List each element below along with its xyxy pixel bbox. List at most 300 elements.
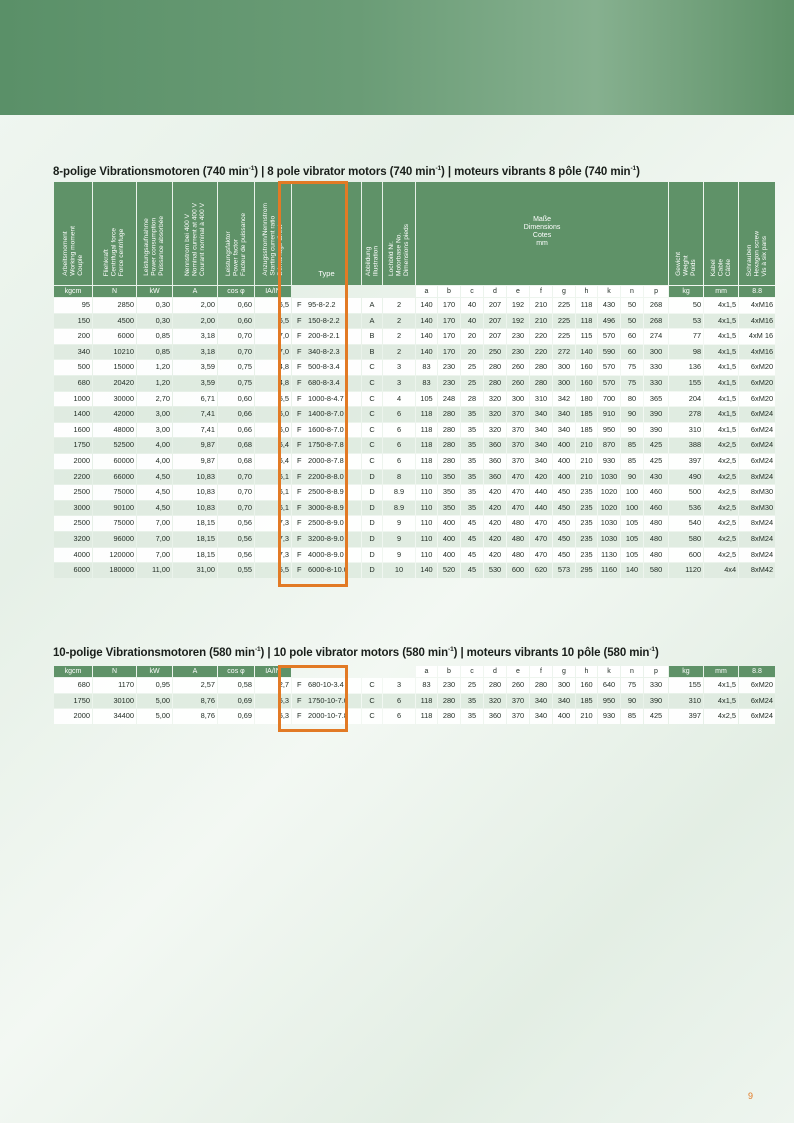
table-cell: 340 bbox=[553, 423, 575, 438]
table-cell: 490 bbox=[669, 470, 703, 485]
unit-cell: k bbox=[598, 286, 620, 297]
unit-cell: p bbox=[644, 666, 668, 677]
table-cell: 1,20 bbox=[137, 376, 172, 391]
table-cell: D bbox=[362, 548, 382, 563]
header-dimensions: Maße Dimensions Cotes mm bbox=[416, 182, 668, 285]
table-cell: 4,00 bbox=[137, 438, 172, 453]
table-cell: 210 bbox=[530, 298, 552, 313]
type-cell bbox=[292, 376, 361, 391]
table-cell: 300 bbox=[553, 376, 575, 391]
table-cell: 0,70 bbox=[218, 501, 254, 516]
table-cell: 0,30 bbox=[137, 314, 172, 329]
table-cell: 6 bbox=[383, 423, 415, 438]
table-cell: 390 bbox=[644, 407, 668, 422]
table-cell: 6 bbox=[383, 709, 415, 724]
type-prefix: F bbox=[297, 377, 302, 387]
table-cell: C bbox=[362, 376, 382, 391]
type-prefix: F bbox=[297, 518, 302, 528]
table-cell: C bbox=[362, 423, 382, 438]
table-cell: 470 bbox=[507, 470, 529, 485]
table-cell: 110 bbox=[416, 485, 437, 500]
table-cell: 0,68 bbox=[218, 438, 254, 453]
table1-body bbox=[54, 298, 775, 578]
table-cell: 118 bbox=[416, 694, 437, 709]
table-cell: 400 bbox=[553, 438, 575, 453]
table-cell: 1,20 bbox=[137, 360, 172, 375]
table-cell: 0,70 bbox=[218, 345, 254, 360]
type-prefix: F bbox=[297, 455, 302, 465]
table-cell: 235 bbox=[576, 485, 597, 500]
table-cell: 150 bbox=[54, 314, 92, 329]
table-cell: 75000 bbox=[93, 516, 136, 531]
table-row bbox=[54, 470, 775, 485]
table-cell: 7,3 bbox=[255, 532, 291, 547]
table-cell: 110 bbox=[416, 548, 437, 563]
table-cell: 220 bbox=[530, 329, 552, 344]
table-cell: 25 bbox=[461, 376, 483, 391]
table-cell: 6xM20 bbox=[739, 376, 775, 391]
unit-cell: kgcm bbox=[54, 286, 92, 297]
table-cell: 8.9 bbox=[383, 501, 415, 516]
table-cell: 6 bbox=[383, 694, 415, 709]
table-cell: 4x2,5 bbox=[704, 532, 738, 547]
table-cell: 18,15 bbox=[173, 548, 217, 563]
table-cell: 280 bbox=[484, 360, 506, 375]
table-cell: 360 bbox=[484, 454, 506, 469]
table-cell: 160 bbox=[576, 678, 597, 693]
table-cell: 185 bbox=[576, 423, 597, 438]
table-cell: 8xM24 bbox=[739, 470, 775, 485]
table-cell: C bbox=[362, 709, 382, 724]
table-cell: 425 bbox=[644, 709, 668, 724]
table-cell: 140 bbox=[621, 563, 643, 578]
table-cell: 95 bbox=[54, 298, 92, 313]
table-cell: 6,4 bbox=[255, 454, 291, 469]
type-cell bbox=[292, 678, 361, 693]
table-cell: 1020 bbox=[598, 501, 620, 516]
table-cell: 4x2,5 bbox=[704, 485, 738, 500]
units-row bbox=[54, 666, 775, 677]
type-cell bbox=[292, 501, 361, 516]
table-cell: 2500 bbox=[54, 516, 92, 531]
table-cell: 210 bbox=[576, 470, 597, 485]
header-cable: Kabel Cable Câble bbox=[704, 182, 738, 285]
table-cell: 2 bbox=[383, 298, 415, 313]
unit-cell bbox=[383, 666, 415, 677]
table-cell: 225 bbox=[553, 329, 575, 344]
type-code: 150-8-2.2 bbox=[308, 315, 340, 325]
table-cell: 235 bbox=[576, 501, 597, 516]
type-prefix: F bbox=[297, 331, 302, 341]
table-cell: 6,4 bbox=[255, 438, 291, 453]
unit-cell: cos φ bbox=[218, 286, 254, 297]
table-cell: 225 bbox=[553, 298, 575, 313]
table-cell: 83 bbox=[416, 360, 437, 375]
table-row bbox=[54, 314, 775, 329]
table-cell: 34400 bbox=[93, 709, 136, 724]
table-cell: 310 bbox=[669, 694, 703, 709]
unit-cell: IA/IN bbox=[255, 286, 291, 297]
table-cell: 3,18 bbox=[173, 345, 217, 360]
table-row bbox=[54, 548, 775, 563]
table-cell: 430 bbox=[644, 470, 668, 485]
table-cell: 5,00 bbox=[137, 694, 172, 709]
table-cell: 340 bbox=[530, 694, 552, 709]
table-cell: 4,8 bbox=[255, 360, 291, 375]
unit-cell: kW bbox=[137, 286, 172, 297]
unit-cell: kgcm bbox=[54, 666, 92, 677]
unit-cell: cos φ bbox=[218, 666, 254, 677]
table-cell: 100 bbox=[621, 485, 643, 500]
type-prefix: F bbox=[297, 409, 302, 419]
header-drawing-no: Lochbild Nr. Motorbase No. Dimensions pieds bbox=[383, 182, 415, 285]
table-cell: 536 bbox=[669, 501, 703, 516]
table-cell: 105 bbox=[621, 532, 643, 547]
table-cell: 370 bbox=[507, 438, 529, 453]
table-cell: 2200 bbox=[54, 470, 92, 485]
table-cell: 250 bbox=[484, 345, 506, 360]
table-cell: 1020 bbox=[598, 485, 620, 500]
type-cell bbox=[292, 329, 361, 344]
header-current: Nennstrom bei 400 V Nominal current at 400 V Courant nominal à 400 V bbox=[173, 182, 217, 285]
table-cell: 8xM42 bbox=[739, 563, 775, 578]
table-cell: 170 bbox=[438, 314, 460, 329]
table-cell: 397 bbox=[669, 709, 703, 724]
table-cell: 4x1,5 bbox=[704, 407, 738, 422]
table-cell: 350 bbox=[438, 485, 460, 500]
table-cell: 0,66 bbox=[218, 423, 254, 438]
table-8-pole-motors bbox=[53, 181, 776, 579]
table-cell: 0,55 bbox=[218, 563, 254, 578]
table-cell: 20 bbox=[461, 329, 483, 344]
unit-cell: h bbox=[576, 286, 597, 297]
table-cell: 600 bbox=[507, 563, 529, 578]
table-cell: 260 bbox=[507, 678, 529, 693]
table-cell: 170 bbox=[438, 345, 460, 360]
table-cell: 365 bbox=[644, 392, 668, 407]
table-cell: 340 bbox=[553, 694, 575, 709]
type-prefix: F bbox=[297, 440, 302, 450]
table-cell: 400 bbox=[438, 532, 460, 547]
table-cell: 160 bbox=[576, 376, 597, 391]
table-cell: 35 bbox=[461, 501, 483, 516]
table-cell: 280 bbox=[530, 360, 552, 375]
type-cell bbox=[292, 709, 361, 724]
table-cell: 85 bbox=[621, 709, 643, 724]
table-cell: 105 bbox=[621, 548, 643, 563]
table-cell: 8xM24 bbox=[739, 548, 775, 563]
table-cell: 1600 bbox=[54, 423, 92, 438]
table-cell: 4x2,5 bbox=[704, 548, 738, 563]
table-cell: 8xM24 bbox=[739, 516, 775, 531]
type-code: 1400-8-7.0 bbox=[308, 409, 344, 419]
type-prefix: F bbox=[297, 362, 302, 372]
table-cell: 10,83 bbox=[173, 501, 217, 516]
table-cell: 90 bbox=[621, 423, 643, 438]
table-cell: 53 bbox=[669, 314, 703, 329]
table-cell: 340 bbox=[530, 423, 552, 438]
table-cell: 1030 bbox=[598, 532, 620, 547]
table-cell: 4x1,5 bbox=[704, 423, 738, 438]
table-cell: 35 bbox=[461, 438, 483, 453]
table-cell: 48000 bbox=[93, 423, 136, 438]
type-cell bbox=[292, 516, 361, 531]
unit-cell bbox=[383, 286, 415, 297]
unit-cell: kg bbox=[669, 286, 703, 297]
table-cell: 75 bbox=[621, 678, 643, 693]
table-cell: 0,56 bbox=[218, 516, 254, 531]
table-cell: 230 bbox=[507, 329, 529, 344]
table-cell: 0,60 bbox=[218, 392, 254, 407]
table-cell: 330 bbox=[644, 678, 668, 693]
unit-cell: 8.8 bbox=[739, 666, 775, 677]
table-cell: 280 bbox=[438, 709, 460, 724]
table-cell: 0,75 bbox=[218, 376, 254, 391]
type-code: 2500-8-8.9 bbox=[308, 487, 344, 497]
table-cell: 4xM16 bbox=[739, 314, 775, 329]
table-cell: 230 bbox=[507, 345, 529, 360]
table-cell: 5,5 bbox=[255, 563, 291, 578]
table-cell: 192 bbox=[507, 298, 529, 313]
type-prefix: F bbox=[297, 549, 302, 559]
table-cell: 540 bbox=[669, 516, 703, 531]
table-cell: 930 bbox=[598, 454, 620, 469]
table-cell: 220 bbox=[530, 345, 552, 360]
table-cell: 0,70 bbox=[218, 485, 254, 500]
table-cell: 420 bbox=[484, 485, 506, 500]
table-cell: 75000 bbox=[93, 485, 136, 500]
table-cell: 6xM24 bbox=[739, 694, 775, 709]
table-cell: 35 bbox=[461, 694, 483, 709]
table-cell: 66000 bbox=[93, 470, 136, 485]
table-cell: 0,75 bbox=[218, 360, 254, 375]
table-cell: 274 bbox=[644, 329, 668, 344]
table-cell: 204 bbox=[669, 392, 703, 407]
table-cell: 4xM16 bbox=[739, 345, 775, 360]
table-cell: 4x2,5 bbox=[704, 501, 738, 516]
table-cell: C bbox=[362, 392, 382, 407]
type-prefix: F bbox=[297, 346, 302, 356]
table-cell: 90 bbox=[621, 407, 643, 422]
table-cell: 8.9 bbox=[383, 485, 415, 500]
unit-cell: e bbox=[507, 286, 529, 297]
table-cell: 118 bbox=[416, 438, 437, 453]
table-cell: 4x1,5 bbox=[704, 345, 738, 360]
table-cell: C bbox=[362, 694, 382, 709]
type-cell bbox=[292, 532, 361, 547]
table-cell: 160 bbox=[576, 360, 597, 375]
table-cell: 480 bbox=[507, 548, 529, 563]
type-prefix: F bbox=[297, 471, 302, 481]
table-cell: 9 bbox=[383, 548, 415, 563]
table-cell: 390 bbox=[644, 423, 668, 438]
table-cell: 4x1,5 bbox=[704, 329, 738, 344]
table-cell: 0,56 bbox=[218, 532, 254, 547]
table-cell: 340 bbox=[530, 438, 552, 453]
table-cell: 450 bbox=[553, 516, 575, 531]
table-cell: 18,15 bbox=[173, 532, 217, 547]
table-cell: 8 bbox=[383, 470, 415, 485]
unit-cell: g bbox=[553, 666, 575, 677]
table-cell: 7,3 bbox=[255, 516, 291, 531]
table-cell: 6,5 bbox=[255, 314, 291, 329]
table-cell: D bbox=[362, 563, 382, 578]
table-cell: 0,70 bbox=[218, 329, 254, 344]
table-cell: 192 bbox=[507, 314, 529, 329]
table-cell: 570 bbox=[598, 360, 620, 375]
table-cell: 7,00 bbox=[137, 532, 172, 547]
table-cell: 235 bbox=[576, 516, 597, 531]
table-cell: 35 bbox=[461, 470, 483, 485]
table-cell: 420 bbox=[484, 548, 506, 563]
table-cell: 320 bbox=[484, 694, 506, 709]
table-cell: 400 bbox=[438, 516, 460, 531]
table-10-pole-motors bbox=[53, 665, 776, 725]
type-code: 1000-8-4.7 bbox=[308, 393, 344, 403]
table-cell: 2 bbox=[383, 314, 415, 329]
table-cell: 280 bbox=[438, 423, 460, 438]
unit-cell: mm bbox=[704, 286, 738, 297]
table-cell: 136 bbox=[669, 360, 703, 375]
table-cell: 25 bbox=[461, 678, 483, 693]
table-cell: 440 bbox=[530, 485, 552, 500]
table-cell: 0,68 bbox=[218, 454, 254, 469]
table-row bbox=[54, 485, 775, 500]
table-cell: 6 bbox=[383, 407, 415, 422]
table-cell: 570 bbox=[598, 376, 620, 391]
table-cell: 6xM20 bbox=[739, 360, 775, 375]
table-cell: 6xM24 bbox=[739, 709, 775, 724]
table-cell: 7,00 bbox=[137, 516, 172, 531]
table-cell: 420 bbox=[484, 501, 506, 516]
table-cell: 390 bbox=[644, 694, 668, 709]
table-cell: 6xM24 bbox=[739, 454, 775, 469]
table-cell: 1160 bbox=[598, 563, 620, 578]
unit-cell: g bbox=[553, 286, 575, 297]
table-cell: 680 bbox=[54, 376, 92, 391]
table-cell: 1750 bbox=[54, 438, 92, 453]
table-cell: 640 bbox=[598, 678, 620, 693]
table-cell: 4500 bbox=[93, 314, 136, 329]
table-cell: 5,3 bbox=[255, 709, 291, 724]
table-cell: 320 bbox=[484, 423, 506, 438]
table-cell: 570 bbox=[598, 329, 620, 344]
unit-cell: b bbox=[438, 666, 460, 677]
table-cell: 90100 bbox=[93, 501, 136, 516]
type-cell bbox=[292, 360, 361, 375]
unit-cell bbox=[362, 666, 382, 677]
unit-cell bbox=[362, 286, 382, 297]
type-code: 2000-8-7.8 bbox=[308, 455, 344, 465]
table-cell: 230 bbox=[438, 360, 460, 375]
table-cell: 200 bbox=[54, 329, 92, 344]
table-cell: 370 bbox=[507, 454, 529, 469]
table-cell: 350 bbox=[438, 470, 460, 485]
table-cell: 6xM24 bbox=[739, 423, 775, 438]
header-illustration: Abbildung Illustration bbox=[362, 182, 382, 285]
table-cell: 4x1,5 bbox=[704, 376, 738, 391]
table-cell: 470 bbox=[530, 516, 552, 531]
table-cell: 470 bbox=[530, 532, 552, 547]
table-row bbox=[54, 345, 775, 360]
table-cell: 470 bbox=[507, 501, 529, 516]
table-cell: 18,15 bbox=[173, 516, 217, 531]
table-cell: 1000 bbox=[54, 392, 92, 407]
table-cell: B bbox=[362, 329, 382, 344]
type-cell bbox=[292, 423, 361, 438]
table-cell: 0,56 bbox=[218, 548, 254, 563]
table-cell: 300 bbox=[553, 678, 575, 693]
table-cell: 6xM24 bbox=[739, 438, 775, 453]
table-cell: 45 bbox=[461, 516, 483, 531]
table-cell: 3,59 bbox=[173, 376, 217, 391]
table-cell: 140 bbox=[416, 329, 437, 344]
table-cell: 1030 bbox=[598, 470, 620, 485]
type-prefix: F bbox=[297, 300, 302, 309]
table-cell: 300 bbox=[553, 360, 575, 375]
table-cell: 420 bbox=[484, 532, 506, 547]
table-cell: 118 bbox=[576, 314, 597, 329]
table-cell: 50 bbox=[621, 298, 643, 313]
table-cell: 470 bbox=[507, 485, 529, 500]
table-cell: 5,00 bbox=[137, 709, 172, 724]
table-cell: C bbox=[362, 438, 382, 453]
table-cell: 300 bbox=[507, 392, 529, 407]
table-cell: 580 bbox=[669, 532, 703, 547]
table-cell: 2,57 bbox=[173, 678, 217, 693]
table-cell: 9 bbox=[383, 516, 415, 531]
type-code: 1750-8-7.8 bbox=[308, 440, 344, 450]
table-cell: 4x1,5 bbox=[704, 314, 738, 329]
table-cell: D bbox=[362, 470, 382, 485]
table-cell: 3,59 bbox=[173, 360, 217, 375]
table-cell: 0,66 bbox=[218, 407, 254, 422]
table-cell: 350 bbox=[438, 501, 460, 516]
table-cell: 10,83 bbox=[173, 485, 217, 500]
table-cell: 6,1 bbox=[255, 501, 291, 516]
table-cell: 320 bbox=[484, 392, 506, 407]
table-cell: 0,85 bbox=[137, 345, 172, 360]
table-cell: 3000 bbox=[54, 501, 92, 516]
table-cell: 272 bbox=[553, 345, 575, 360]
table-cell: 105 bbox=[621, 516, 643, 531]
table-cell: 6,5 bbox=[255, 298, 291, 313]
table-cell: 4x2,5 bbox=[704, 516, 738, 531]
type-code: 3200-8-9.0 bbox=[308, 533, 344, 543]
table-cell: 110 bbox=[416, 532, 437, 547]
type-code: 340-8-2.3 bbox=[308, 346, 340, 356]
table-cell: 83 bbox=[416, 376, 437, 391]
table-cell: 120000 bbox=[93, 548, 136, 563]
table-cell: 180 bbox=[576, 392, 597, 407]
table-cell: 118 bbox=[416, 423, 437, 438]
table-cell: 1130 bbox=[598, 548, 620, 563]
type-prefix: F bbox=[297, 533, 302, 543]
table-cell: 4,50 bbox=[137, 501, 172, 516]
table-cell: 2,7 bbox=[255, 678, 291, 693]
table2-title: 10-polige Vibrationsmotoren (580 $\min^{-1}$) | 10 pole vibrator motors (580 $\min^{-1}$) | moteurs vibrants 10 pôle (580 $\min^{-1}$) bbox=[53, 646, 659, 659]
table-cell: 340 bbox=[530, 454, 552, 469]
table-row bbox=[54, 298, 775, 313]
table-cell: 7,3 bbox=[255, 548, 291, 563]
table-cell: 6,71 bbox=[173, 392, 217, 407]
table-cell: 75 bbox=[621, 376, 643, 391]
table-cell: C bbox=[362, 454, 382, 469]
table-cell: C bbox=[362, 407, 382, 422]
table-cell: 280 bbox=[438, 454, 460, 469]
table-cell: 30000 bbox=[93, 392, 136, 407]
unit-cell: n bbox=[621, 666, 643, 677]
